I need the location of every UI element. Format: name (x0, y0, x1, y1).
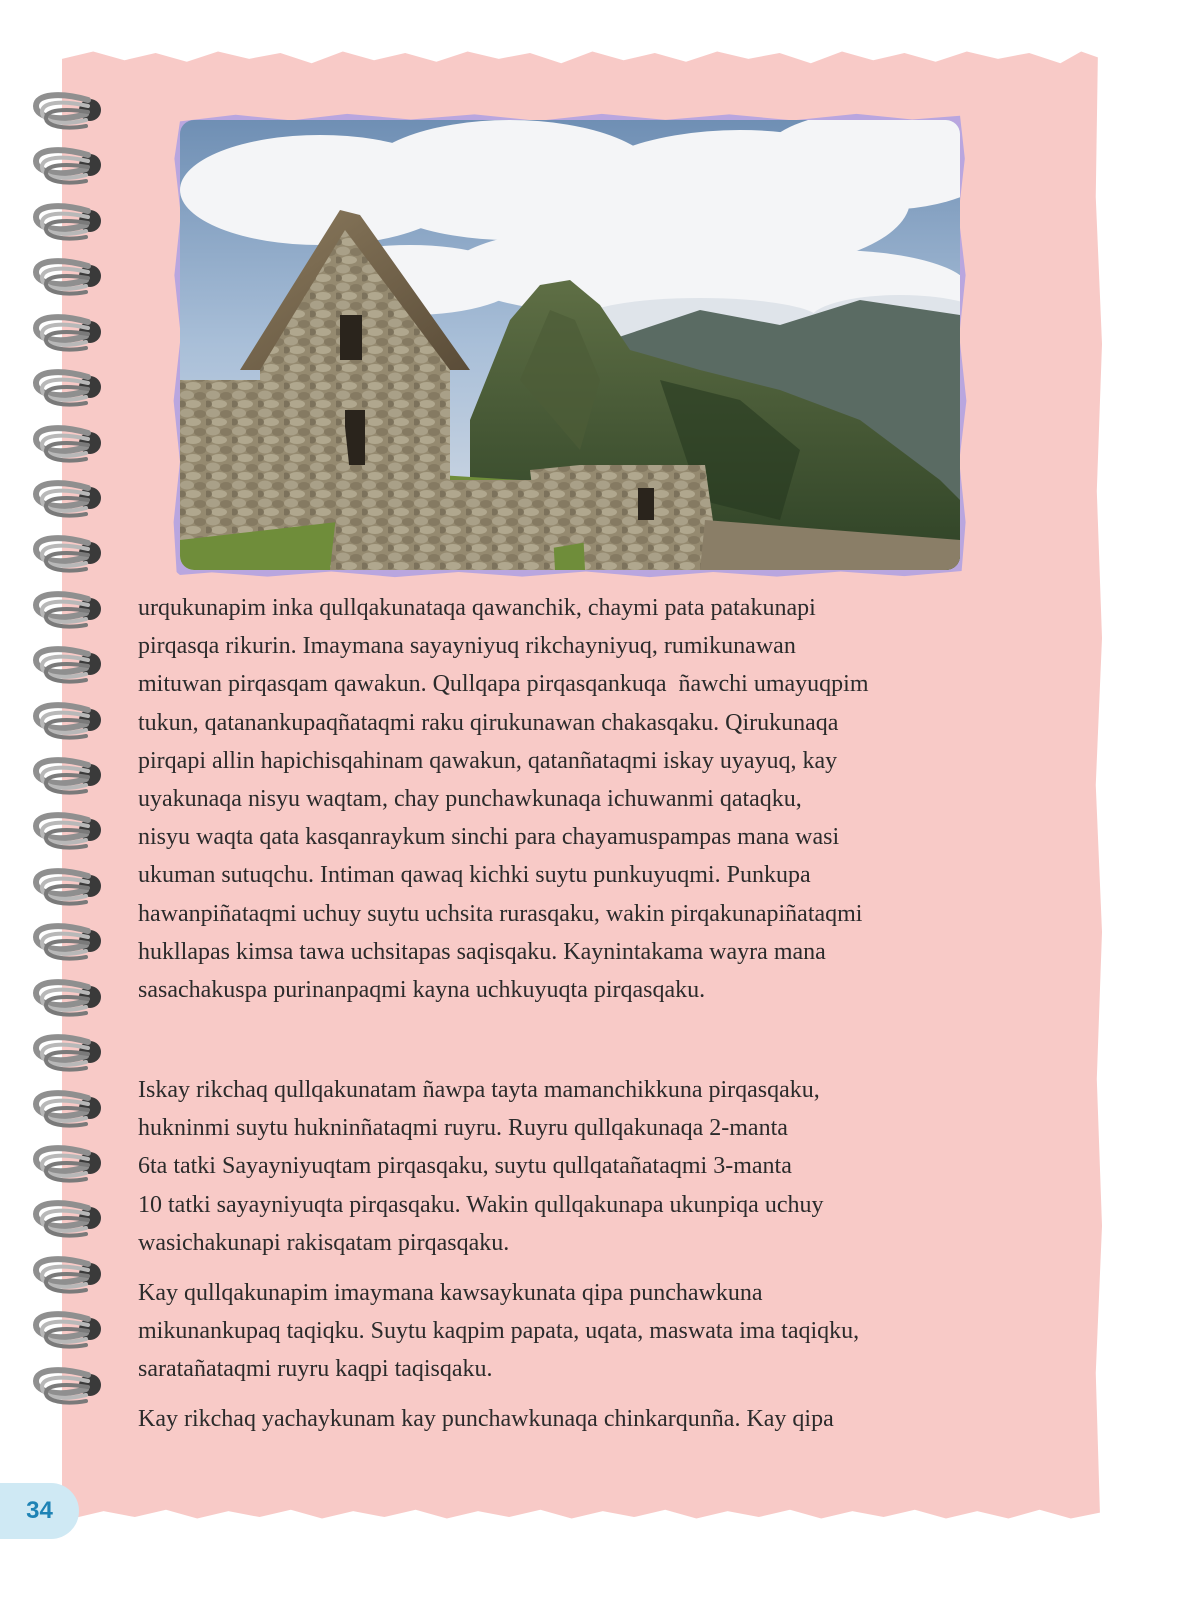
page-number: 34 (0, 1483, 79, 1539)
spiral-ring-icon (30, 1307, 110, 1355)
text-line: tukun, qatanankupaqñataqmi raku qirukunawan chakasqaku. Qirukunaqa (138, 709, 839, 736)
text-line: hukninmi suytu hukninñataqmi ruyru. Ruyru qullqakunaqa 2-manta (138, 1115, 788, 1142)
spiral-binding (30, 88, 110, 1448)
text-line: Kay rikchaq yachaykunam kay punchawkunaqa chinkarqunña. Kay qipa (138, 1406, 834, 1432)
spiral-ring-icon (30, 975, 110, 1023)
spiral-ring-icon (30, 1363, 110, 1411)
text-line: uyakunaqa nisyu waqtam, chay punchawkunaqa ichuwanmi qataqku, (138, 785, 802, 812)
spiral-ring-icon (30, 88, 110, 136)
text-line: ukuman sutuqchu. Intiman qawaq kichki suytu punkuyuqmi. Punkupa (138, 862, 811, 889)
text-line: sasachakuspa purinanpaqmi kayna uchkuyuqta pirqasqaku. (138, 976, 706, 1003)
text-line: pirqapi allin hapichisqahinam qawakun, qatanñataqmi iskay uyayuq, kay (138, 747, 838, 774)
spiral-ring-icon (30, 143, 110, 191)
text-line: hukllapas kimsa tawa uchsitapas saqisqaku. Kaynintakama wayra mana (138, 938, 826, 965)
spiral-ring-icon (30, 808, 110, 856)
spiral-ring-icon (30, 1141, 110, 1189)
paragraph-2 (138, 1071, 1038, 1262)
spiral-ring-icon (30, 310, 110, 358)
text-line: hawanpiñataqmi uchuy suytu uchsita rurasqaku, wakin pirqakunapiñataqmi (138, 900, 863, 927)
text-line: pirqasqa rikurin. Imaymana sayayniyuq rikchayniyuq, rumikunawan (138, 633, 796, 660)
text-line: mituwan pirqasqam qawakun. Qullqapa pirqasqankuqa ñawchi umayuqpim (138, 671, 869, 698)
spiral-ring-icon (30, 254, 110, 302)
spiral-ring-icon (30, 753, 110, 801)
text-line: wasichakunapi rakisqatam pirqasqaku. (138, 1229, 510, 1256)
spiral-ring-icon (30, 587, 110, 635)
spiral-ring-icon (30, 1086, 110, 1134)
text-line: Kay qullqakunapim imaymana kawsaykunata qipa punchawkuna (138, 1280, 763, 1306)
spiral-ring-icon (30, 1030, 110, 1078)
spiral-ring-icon (30, 421, 110, 469)
text-line: mikunankupaq taqiqku. Suytu kaqpim papata, uqata, maswata ima taqiqku, (138, 1318, 860, 1345)
spiral-ring-icon (30, 642, 110, 690)
paragraph-3 (138, 1274, 1038, 1389)
paragraph-1 (138, 589, 1038, 1009)
text-line: nisyu waqta qata kasqanraykum sinchi para chayamuspampas mana wasi (138, 824, 840, 851)
text-line: 10 tatki sayayniyuqta pirqasqaku. Wakin qullqakunapa ukunpiqa uchuy (138, 1191, 824, 1218)
text-line: 6ta tatki Sayayniyuqtam pirqasqaku, suytu qullqatañataqmi 3-manta (138, 1153, 792, 1180)
paragraph-4 (138, 1400, 1038, 1438)
spiral-ring-icon (30, 476, 110, 524)
spiral-ring-icon (30, 919, 110, 967)
text-line: saratañataqmi ruyru kaqpi taqisqaku. (138, 1356, 493, 1383)
spiral-ring-icon (30, 531, 110, 579)
spiral-ring-icon (30, 365, 110, 413)
spiral-ring-icon (30, 199, 110, 247)
photo-icon (180, 120, 960, 570)
text-line: urqukunapim inka qullqakunataqa qawanchik, chaymi pata patakunapi (138, 595, 816, 621)
spiral-ring-icon (30, 864, 110, 912)
spiral-ring-icon (30, 698, 110, 746)
spiral-ring-icon (30, 1252, 110, 1300)
spiral-ring-icon (30, 1196, 110, 1244)
text-line: Iskay rikchaq qullqakunatam ñawpa tayta mamanchikkuna pirqasqaku, (138, 1077, 820, 1103)
